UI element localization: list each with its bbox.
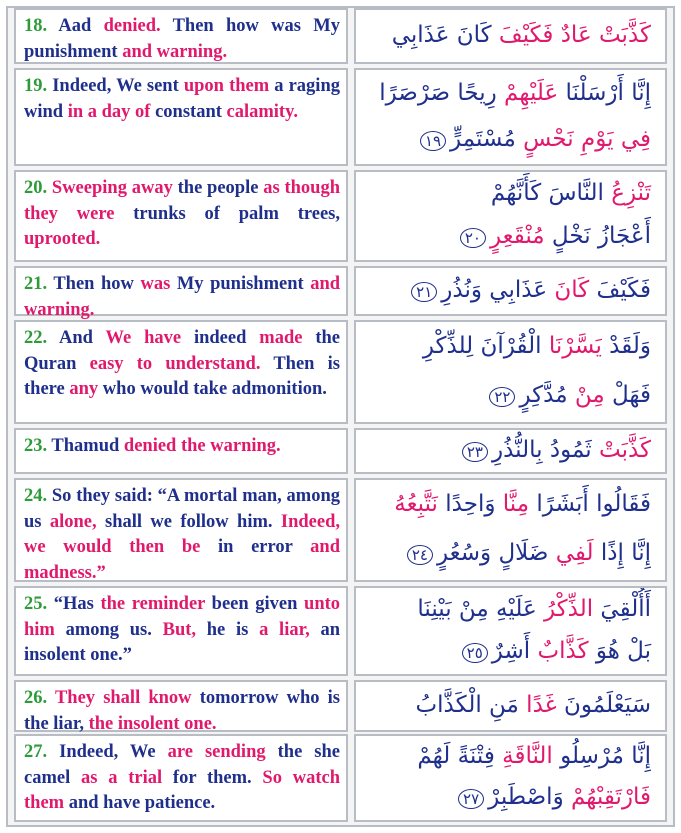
arabic-verse (354, 8, 667, 64)
english-translation (14, 68, 348, 166)
verse-number: 23. (24, 436, 52, 456)
ayah-number: ٢٥ (462, 643, 488, 663)
arabic-text: غَدًا (518, 692, 557, 718)
arabic-text: مَنِ الْكَذَّابُ (415, 692, 519, 718)
arabic-verse (354, 734, 667, 822)
english-translation (14, 428, 348, 474)
arabic-text: عَلَيْهِ مِنْ بَيْنِنَا (417, 596, 537, 622)
translation-text: are sending (167, 742, 278, 762)
verse-row (6, 320, 675, 424)
verse-row (6, 68, 675, 166)
arabic-line (362, 480, 651, 529)
arabic-verse (354, 68, 667, 166)
english-translation (14, 320, 348, 424)
arabic-text: بَلْ هُوَ (588, 638, 651, 664)
arabic-text: عَلَيْهِمْ (496, 80, 559, 106)
arabic-text: إِنَّا أَرْسَلْنَا (558, 80, 651, 106)
arabic-text: مُسْتَمِرٍّ (450, 126, 516, 152)
translation-text: But, (162, 619, 207, 640)
translation-text: Aad (58, 16, 104, 36)
translation-text: shall we follow him. (105, 511, 281, 532)
arabic-line (362, 322, 651, 371)
arabic-line (362, 682, 651, 732)
arabic-text: إِنَّا إِذًا (593, 540, 651, 566)
arabic-text: وَاحِدًا (437, 491, 496, 517)
verse-row (6, 8, 675, 64)
arabic-text: أَعْجَازُ نَخْلٍ (544, 223, 651, 249)
arabic-text: لَفِي (548, 540, 594, 566)
translation-text: made (259, 328, 316, 348)
translation-text: calamity. (226, 101, 298, 122)
translation-text: the insolent one. (88, 713, 217, 734)
arabic-text: فَقَالُوا أَبَشَرًا (529, 491, 651, 517)
translation-text: a liar, (259, 619, 321, 640)
arabic-verse (354, 320, 667, 424)
english-translation (14, 734, 348, 822)
arabic-text: مُدَّكِرٍ (519, 382, 568, 408)
translation-text: So they said: “A mortal man, among us (24, 486, 340, 532)
translation-text: alone, (49, 511, 106, 532)
translation-text: Indeed, We (59, 742, 168, 762)
arabic-text: مُنْقَعِرٍ (489, 223, 545, 249)
verse-row (6, 478, 675, 582)
arabic-line (362, 630, 651, 674)
translation-text: denied. (103, 16, 173, 36)
arabic-verse (354, 428, 667, 474)
translation-text: he is (206, 619, 260, 640)
arabic-text: ضَلَالٍ وَسُعُرٍ (436, 540, 549, 566)
arabic-line (362, 116, 651, 164)
arabic-text: فَهَلْ (604, 382, 651, 408)
translation-text: easy to understand. (89, 353, 274, 374)
verse-row (6, 734, 675, 822)
english-translation (14, 170, 348, 262)
arabic-text: تَنْزِعُ (603, 180, 651, 206)
verse-row (6, 680, 675, 732)
verse-number: 18. (24, 16, 59, 36)
translation-text: Thamud (51, 436, 124, 456)
arabic-text: كَذَّبَتْ عَادٌ فَكَيْفَ (491, 22, 651, 48)
arabic-text: وَلَقَدْ (601, 333, 651, 359)
arabic-line (362, 215, 651, 260)
verse-number: 19. (24, 76, 53, 96)
translation-text: as a trial (81, 767, 173, 788)
translation-text: the reminder (100, 594, 212, 614)
translation-text: “Has (53, 594, 101, 614)
arabic-text: كَانَ (449, 22, 492, 48)
english-translation (14, 680, 348, 732)
translation-text: for them. (172, 767, 263, 788)
verse-number: 20. (24, 178, 52, 198)
translation-text: the Quran (24, 328, 340, 374)
arabic-text: نَتَّبِعُهُ (394, 491, 438, 517)
verse-number: 26. (24, 688, 55, 708)
arabic-text: عَذَابِي وَنُذُرِ (441, 277, 548, 303)
arabic-text: سَيَعْلَمُونَ (556, 692, 651, 718)
arabic-text: رِيحًا صَرْصَرًا (379, 80, 497, 106)
arabic-verse (354, 680, 667, 732)
arabic-line (362, 529, 651, 580)
arabic-text: عَذَابِي (391, 22, 450, 48)
verse-number: 22. (24, 328, 59, 348)
translation-text: was (140, 274, 177, 294)
arabic-line (362, 172, 651, 215)
translation-text: and warning. (24, 274, 341, 320)
arabic-text: الذِّكْرُ (536, 596, 594, 622)
arabic-verse (354, 586, 667, 676)
arabic-text: إِنَّا مُرْسِلُو (552, 743, 651, 769)
ayah-number: ٢٣ (462, 442, 488, 462)
translation-text: We have (105, 328, 194, 348)
arabic-line (362, 70, 651, 116)
translation-text: in a day of (67, 101, 156, 122)
translation-text: Then how was My punishment (24, 16, 340, 62)
ayah-number: ١٩ (420, 131, 446, 151)
arabic-text: فِتْنَةً لَهُمْ (417, 743, 495, 769)
arabic-text: كَذَّبَتْ (591, 437, 651, 463)
arabic-text: النَّاقَةِ (494, 743, 553, 769)
ayah-number: ٢٧ (458, 789, 484, 809)
translation-text: Then how (53, 274, 141, 294)
translation-text: as though they were (24, 178, 340, 224)
translation-text: So watch them (24, 767, 340, 813)
arabic-text: فَكَيْفَ (589, 277, 651, 303)
translation-text: among us. (65, 619, 163, 640)
translation-text: any (69, 379, 103, 399)
arabic-text: مِنْ (567, 382, 605, 408)
translation-text: My punishment (176, 274, 311, 294)
arabic-text: مِنَّا (495, 491, 530, 517)
arabic-text: فِي يَوْمِ نَحْسٍ (515, 126, 651, 152)
translation-text: upon them (183, 76, 275, 96)
translation-text: They shall know (54, 688, 200, 708)
arabic-text: كَانَ (547, 277, 590, 303)
translation-text: Then is there (24, 353, 341, 399)
translation-text: indeed (193, 328, 260, 348)
arabic-line (362, 736, 651, 777)
arabic-verse (354, 478, 667, 582)
arabic-text: يَسَّرْنَا (541, 333, 602, 359)
verse-number: 24. (24, 486, 52, 506)
translation-text: Sweeping (51, 178, 132, 198)
verse-row (6, 586, 675, 676)
translation-text: And (59, 328, 106, 348)
verse-number: 25. (24, 594, 54, 614)
translation-text: Indeed, we would then be (24, 511, 340, 557)
verse-row (6, 266, 675, 320)
arabic-text: النَّاسَ كَأَنَّهُمْ (490, 180, 604, 206)
translation-text: away (131, 178, 178, 198)
english-translation (14, 478, 348, 582)
arabic-text: فَارْتَقِبْهُمْ (563, 784, 651, 810)
arabic-line (362, 10, 651, 64)
ayah-number: ٢٠ (460, 228, 486, 248)
arabic-text: كَذَّابٌ (530, 638, 589, 664)
ayah-number: ٢١ (411, 282, 437, 302)
translation-text: uprooted. (24, 229, 101, 249)
translation-text: denied the warning. (123, 436, 281, 456)
english-translation (14, 8, 348, 64)
english-translation (14, 266, 348, 320)
arabic-text: أَأُلْقِيَ (593, 596, 651, 622)
arabic-line (362, 777, 651, 820)
translation-text: a raging wind (24, 76, 340, 122)
translation-text: constant (155, 101, 227, 122)
translation-text: in error (217, 537, 311, 557)
translation-text: been given (211, 594, 305, 614)
arabic-verse (354, 170, 667, 262)
arabic-line (362, 588, 651, 630)
translation-text: and warning. (122, 41, 228, 62)
translation-text: tomorrow who is the liar, (24, 688, 341, 734)
ayah-number: ٢٢ (489, 387, 515, 407)
verse-row (6, 428, 675, 474)
translation-text: the she camel (24, 742, 340, 788)
arabic-line (362, 430, 651, 472)
arabic-line (362, 371, 651, 422)
translation-text: who would take admonition. (102, 379, 327, 399)
verse-number: 27. (24, 742, 60, 762)
ayah-number: ٢٤ (407, 545, 433, 565)
translation-text: Indeed, We sent (52, 76, 184, 96)
arabic-text: وَاصْطَبِرْ (488, 784, 564, 810)
arabic-text: الْقُرْآنَ لِلذِّكْرِ (422, 333, 542, 359)
verse-row (6, 170, 675, 262)
translation-text: and madness.” (24, 537, 340, 583)
translation-text: and have patience. (68, 793, 216, 813)
translation-text: the people (177, 178, 264, 198)
translation-text: an insolent one.” (24, 619, 341, 665)
translation-text: trunks of palm trees, (133, 203, 340, 224)
english-translation (14, 586, 348, 676)
translation-text: unto him (24, 594, 341, 640)
verse-number: 21. (24, 274, 54, 294)
arabic-text: ثَمُودُ بِالنُّذُرِ (492, 437, 592, 463)
arabic-line (362, 268, 651, 314)
arabic-verse (354, 266, 667, 316)
arabic-text: أَشِرٌ (491, 638, 531, 664)
